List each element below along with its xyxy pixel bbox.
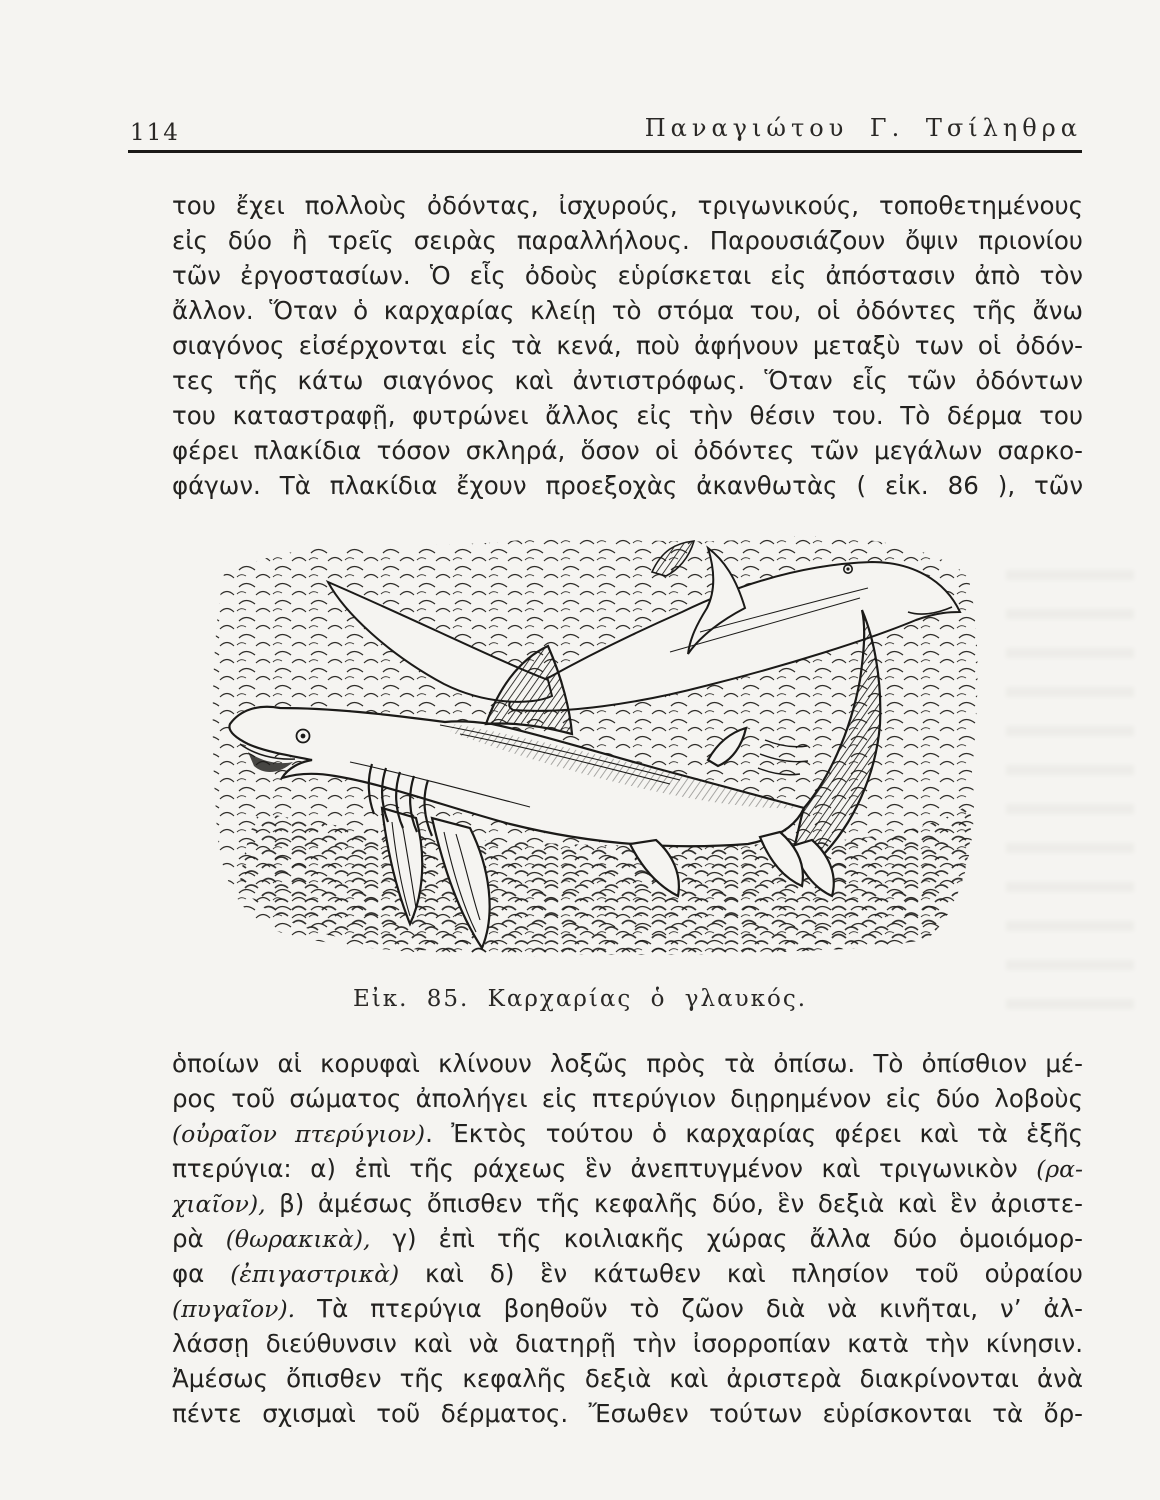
text-line: πέντε σχισμαὶ τοῦ δέρματος. Ἔσωθεν τούτων εὑρίσκονται τὰ ὄρ-: [172, 1399, 1083, 1428]
text-line: του ἔχει πολλοὺς ὀδόντας, ἰσχυρούς, τριγωνικούς, τοποθετημένους: [172, 191, 1083, 220]
text-line: ἄλλον. Ὅταν ὁ καρχαρίας κλείῃ τὸ στόμα του, οἱ ὀδόντες τῆς ἄνω: [172, 296, 1083, 325]
text-line: του καταστραφῇ, φυτρώνει ἄλλος εἰς τὴν θέσιν του. Τὸ δέρμα του: [172, 401, 1083, 430]
text-run: φα: [172, 1259, 231, 1288]
text-line: [172, 1151, 1083, 1186]
italic-term: χιαῖον),: [172, 1190, 266, 1218]
text-line: [172, 1291, 1083, 1326]
paragraph-2: [172, 1046, 1083, 1431]
text-run: β) ἀμέσως ὄπισθεν τῆς κεφαλῆς δύο, ἓν δεξιὰ καὶ ἓν ἀριστε-: [265, 1189, 1083, 1218]
text-run: καὶ δ) ἓν κάτωθεν καὶ πλησίον τοῦ οὐραίου: [399, 1259, 1083, 1288]
page-bleedthrough-texture: [1006, 555, 1134, 1035]
text-line: εἰς δύο ἢ τρεῖς σειρὰς παραλλήλους. Παρουσιάζουν ὄψιν πριονίου: [172, 226, 1083, 255]
text-line: τες τῆς κάτω σιαγόνος καὶ ἀντιστρόφως. Ὅταν εἷς τῶν ὀδόντων: [172, 366, 1083, 395]
header-rule: [128, 150, 1082, 153]
italic-term: (πυγαῖον).: [172, 1295, 296, 1323]
text-line: ρος τοῦ σώματος ἀπολήγει εἰς πτερύγιον διῃρημένον εἰς δύο λοβοὺς: [172, 1084, 1083, 1113]
text-run: . Ἐκτὸς τούτου ὁ καρχαρίας φέρει καὶ τὰ ἑξῆς: [425, 1119, 1083, 1148]
italic-term: (ἐπιγαστρικὰ): [230, 1260, 400, 1288]
text-line: [172, 1221, 1083, 1256]
shark-drawing: [200, 512, 990, 967]
text-line: τῶν ἐργοστασίων. Ὁ εἷς ὀδοὺς εὑρίσκεται εἰς ἀπόστασιν ἀπὸ τὸν: [172, 261, 1083, 290]
text-line: ὁποίων αἱ κορυφαὶ κλίνουν λοξῶς πρὸς τὰ ὀπίσω. Τὸ ὀπίσθιον μέ-: [172, 1049, 1083, 1078]
text-line: σιαγόνος εἰσέρχονται εἰς τὰ κενά, ποὺ ἀφήνουν μεταξὺ των οἱ ὀδόν-: [172, 331, 1083, 360]
text-line: [172, 1256, 1083, 1291]
text-line: φέρει πλακίδια τόσον σκληρά, ὅσον οἱ ὀδόντες τῶν μεγάλων σαρκο-: [172, 436, 1083, 465]
text-line: Ἀμέσως ὄπισθεν τῆς κεφαλῆς δεξιὰ καὶ ἀριστερὰ διακρίνονται ἀνὰ: [172, 1364, 1083, 1393]
text-run: Τὰ πτερύγια βοηθοῦν τὸ ζῶον διὰ νὰ κινῆται, ν’ ἀλ-: [295, 1294, 1083, 1323]
text-run: ρὰ: [172, 1224, 226, 1253]
text-line: [172, 1186, 1083, 1221]
italic-term: (οὐραῖον πτερύγιον): [172, 1120, 426, 1148]
text-line: λάσσῃ διεύθυνσιν καὶ νὰ διατηρῇ τὴν ἰσορροπίαν κατὰ τὴν κίνησιν.: [172, 1329, 1083, 1358]
text-run: γ) ἐπὶ τῆς κοιλιακῆς χώρας ἄλλα δύο ὁμοιόμορ-: [370, 1224, 1083, 1253]
page-number: 114: [130, 120, 180, 146]
figure-caption: Εἰκ. 85. Καρχαρίας ὁ γλαυκός.: [352, 986, 808, 1012]
running-title: Παναγιώτου Γ. Τσίληθρα: [644, 114, 1082, 142]
paragraph-1: [172, 188, 1083, 503]
figure-illustration: [200, 512, 990, 967]
text-run: πτερύγια: α) ἐπὶ τῆς ράχεως ἓν ἀνεπτυγμένον καὶ τριγωνικὸν: [172, 1154, 1037, 1183]
italic-term: (ρα-: [1036, 1155, 1083, 1183]
italic-term: (θωρακικὰ),: [225, 1225, 371, 1253]
text-line: [172, 1116, 1083, 1151]
text-line: φάγων. Τὰ πλακίδια ἔχουν προεξοχὰς ἀκανθωτὰς ( εἰκ. 86 ), τῶν: [172, 471, 1083, 500]
